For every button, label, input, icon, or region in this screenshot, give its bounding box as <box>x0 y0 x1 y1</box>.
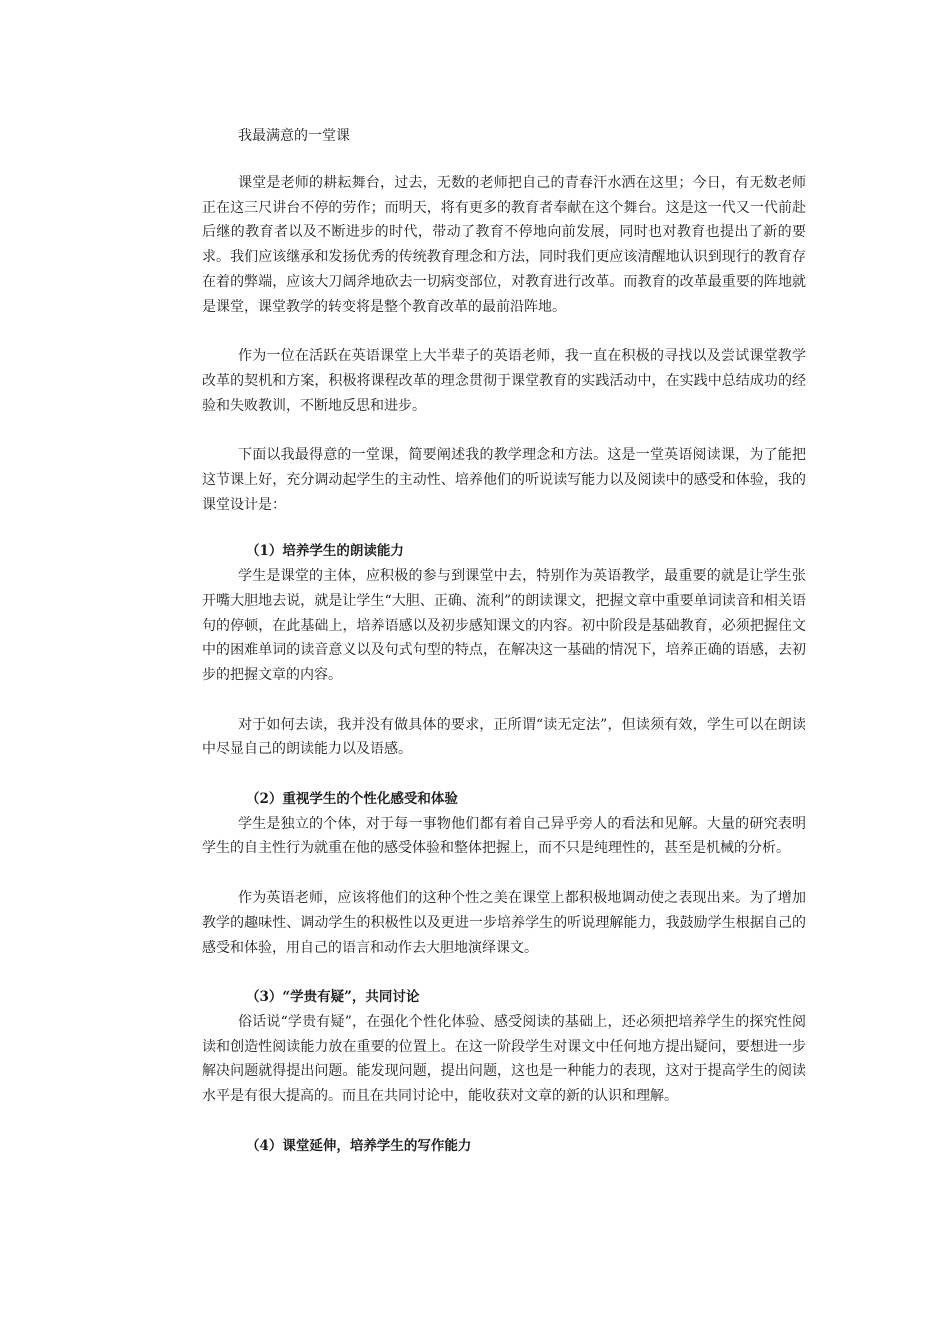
section-4-heading: （4）课堂延伸，培养学生的写作能力 <box>246 1137 472 1154</box>
section-2-heading: （2）重视学生的个性化感受和体验 <box>246 791 458 808</box>
section-3-paragraph-1: 俗话说“学贵有疑”，在强化个性化体验、感受阅读的基础上，还必须把培养学生的探究性阅读和创造性阅读能力放在重要的位置上。在这一阶段学生对课文中任何地方提出疑问，要想进一步解决问题就得提出问题。能发现问题，提出问题，这也是一种能力的表现，这对于提高学生的阅读水平是有很大提高的。而且在共同讨论中，能收获对文章的新的认识和理解。 <box>202 1013 806 1105</box>
section-2-paragraph-1: 学生是独立的个体，对于每一事物他们都有着自己异乎旁人的看法和见解。大量的研究表明学生的自主性行为就重在他的感受体验和整体把握上，而不只是纯理性的，甚至是机械的分析。 <box>202 815 806 857</box>
intro-paragraph: 课堂是老师的耕耘舞台，过去，无数的老师把自己的青春汗水洒在这里；今日，有无数老师正在这三尺讲台不停的劳作；而明天，将有更多的教育者奉献在这个舞台。这是这一代又一代前赴后继的教育者以及不断进步的时代，带动了教育不停地向前发展，同时也对教育也提出了新的要求。我们应该继承和发扬优秀的传统教育理念和方法，同时我们更应该清醒地认识到现行的教育存在着的弊端，应该大刀阔斧地砍去一切病变部位，对教育进行改革。而教育的改革最重要的阵地就是课堂，课堂教学的转变将是整个教育改革的最前沿阵地。 <box>202 175 806 315</box>
document-body <box>202 124 806 1159</box>
section-3-heading: （3）“学贵有疑”，共同讨论 <box>246 989 420 1006</box>
section-1-paragraph-1: 学生是课堂的主体，应积极的参与到课堂中去，特别作为英语教学，最重要的就是让学生张开嘴大胆地去说，就是让学生“大胆、正确、流利”的朗读课文，把握文章中重要单词读音和相关语句的停顿，在此基础上，培养语感以及初步感知课文的内容。初中阶段是基础教育，必须把握住文中的困难单词的读音意义以及句式句型的特点，在解决这一基础的情况下，培养正确的语感，去初步的把握文章的内容。 <box>202 568 806 683</box>
section-1-paragraph-2: 对于如何去读，我并没有做具体的要求，正所谓“读无定法”，但读须有效，学生可以在朗读中尽显自己的朗读能力以及语感。 <box>202 716 806 758</box>
document-title: 我最满意的一堂课 <box>238 128 350 144</box>
paragraph-2: 作为一位在活跃在英语课堂上大半辈子的英语老师，我一直在积极的寻找以及尝试课堂教学改革的契机和方案，积极将课程改革的理念贯彻于课堂教育的实践活动中，在实践中总结成功的经验和失败教训，不断地反思和进步。 <box>202 348 806 414</box>
section-1-heading: （1）培养学生的朗读能力 <box>246 543 404 560</box>
section-2-paragraph-2: 作为英语老师，应该将他们的这种个性之美在课堂上都积极地调动使之表现出来。为了增加教学的趣味性、调动学生的积极性以及更进一步培养学生的听说理解能力，我鼓励学生根据自己的感受和体验，用自己的语言和动作去大胆地演绎课文。 <box>202 890 806 956</box>
paragraph-3: 下面以我最得意的一堂课，简要阐述我的教学理念和方法。这是一堂英语阅读课，为了能把这节课上好，充分调动起学生的主动性、培养他们的听说读写能力以及阅读中的感受和体验，我的课堂设计是： <box>202 447 806 513</box>
